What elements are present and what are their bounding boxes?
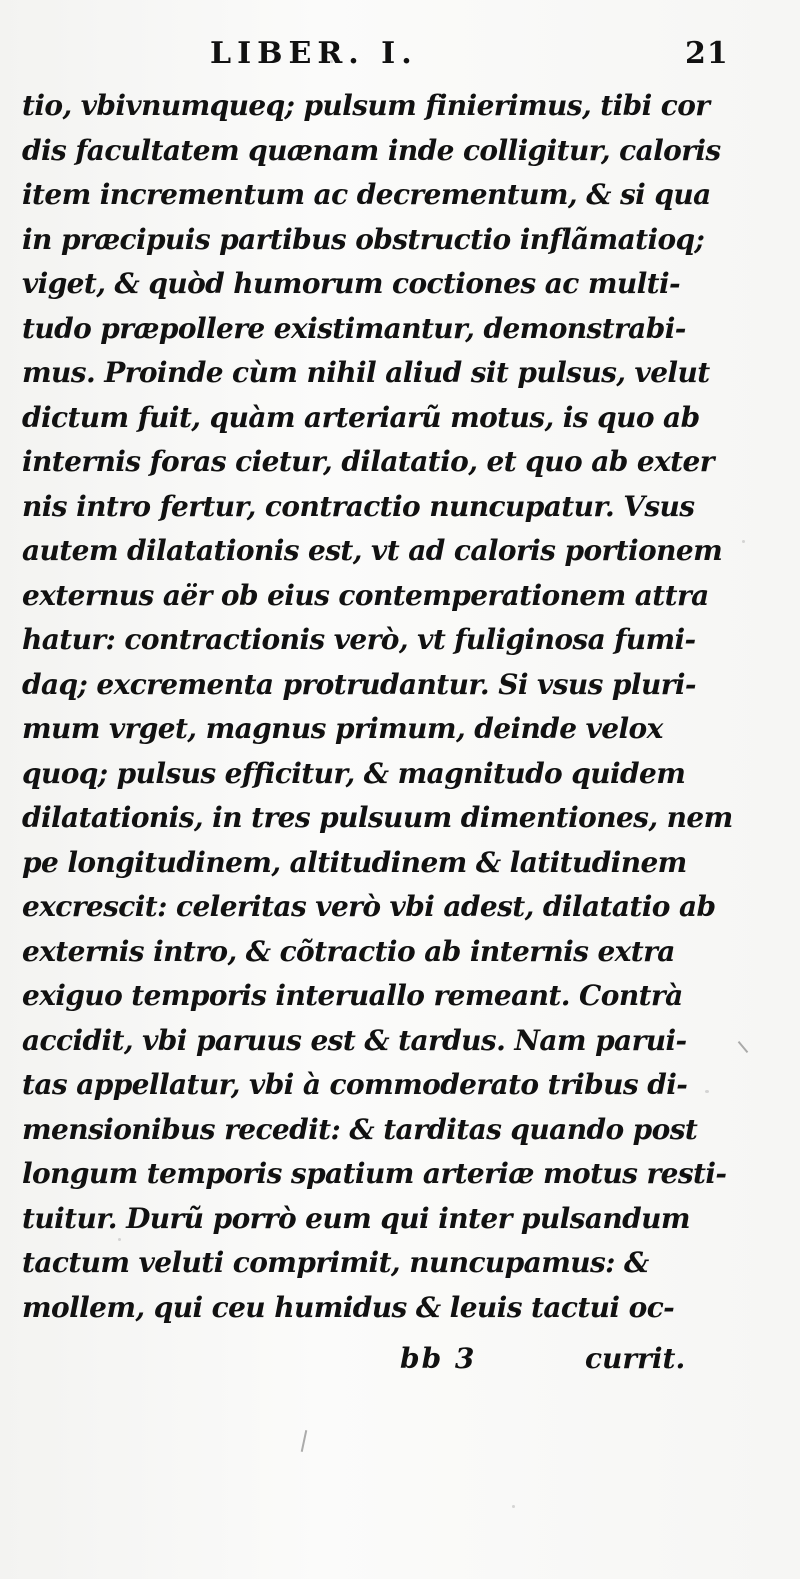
text-line: pe longitudinem, altitudinem & latitudinem (22, 845, 687, 879)
text-line: dilatationis, in tres pulsuum dimentiones, nem (22, 801, 733, 834)
text-line: tudo præpollere existimantur, demonstrabi- (22, 311, 686, 345)
paper-speck (705, 1090, 709, 1093)
paper-scratch (301, 1430, 308, 1452)
text-line: externis intro, & cõtractio ab internis extra (22, 934, 675, 968)
text-line: nis intro fertur, contractio nuncupatur. Vsus (22, 489, 695, 523)
running-title: LIBER. I. (210, 36, 418, 71)
text-line: item incrementum ac decrementum, & si qua (22, 178, 711, 211)
page-header (0, 28, 800, 78)
text-line: excrescit: celeritas verò vbi adest, dilatatio ab (22, 890, 716, 923)
text-line: viget, & quòd humorum coctiones ac multi- (22, 267, 681, 300)
text-line: mus. Proinde cùm nihil aliud sit pulsus, velut (22, 356, 710, 389)
catchword: currit. (585, 1342, 686, 1375)
paper-speck (742, 540, 745, 543)
page-number: 21 (685, 36, 729, 71)
page-footer (0, 1338, 800, 1388)
text-line: externus aër ob eius contemperationem attra (22, 578, 709, 612)
text-line: daq; excrementa protrudantur. Si vsus pluri- (22, 667, 696, 701)
text-line: mollem, qui ceu humidus & leuis tactui oc- (22, 1290, 675, 1324)
paper-scratch (738, 1041, 749, 1053)
text-line: internis foras cietur, dilatatio, et quo ab exter (22, 445, 714, 478)
text-line: autem dilatationis est, vt ad caloris portionem (22, 534, 723, 567)
text-line: dictum fuit, quàm arteriarũ motus, is quo ab (22, 400, 700, 434)
paper-speck (512, 1505, 515, 1508)
text-line: dis facultatem quænam inde colligitur, caloris (22, 133, 721, 167)
text-line: tas appellatur, vbi à commoderato tribus di- (22, 1068, 688, 1101)
text-line: in præcipuis partibus obstructio inflãmatioq; (22, 222, 705, 256)
body-text (22, 84, 733, 1330)
text-line: longum temporis spatium arteriæ motus resti- (22, 1157, 727, 1190)
text-line: exiguo temporis interuallo remeant. Contrà (22, 979, 683, 1012)
text-line: mum vrget, magnus primum, deinde velox (22, 712, 663, 745)
text-line: tio, vbivnumqueq; pulsum finierimus, tibi cor (22, 89, 710, 122)
text-line: mensionibus recedit: & tarditas quando post (22, 1112, 698, 1146)
text-line: hatur: contractionis verò, vt fuliginosa fumi- (22, 623, 696, 656)
signature-mark: bb 3 (400, 1342, 477, 1375)
text-line: quoq; pulsus efficitur, & magnitudo quidem (22, 756, 686, 790)
text-line: tuitur. Durũ porrò eum qui inter pulsandum (22, 1201, 690, 1235)
text-line: accidit, vbi paruus est & tardus. Nam parui- (22, 1023, 687, 1057)
text-line: tactum veluti comprimit, nuncupamus: & (22, 1246, 649, 1279)
